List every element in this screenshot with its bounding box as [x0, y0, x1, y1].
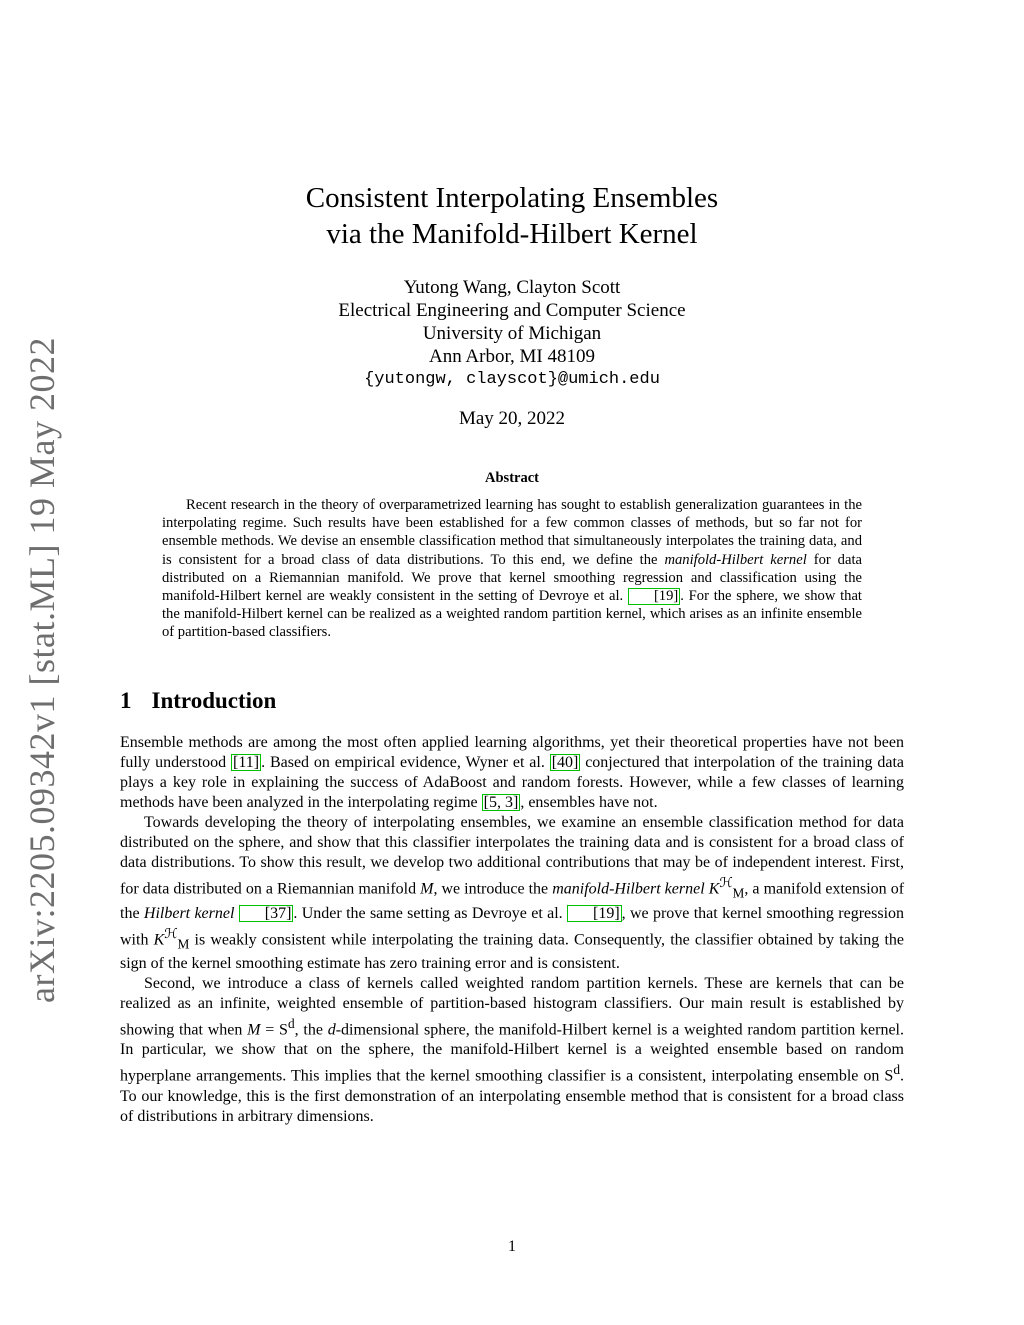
text-run: -dimensional sphere, the manifold-Hilbert kernel is a weighted random partition kernel. In particular, we show that on the sphere, the manifold-Hilbert kernel is a weighted ensemble based on random hyperplane arrangements. This implies that the kernel smoothing classifier is a consistent, interpolating ensemble on	[120, 1021, 905, 1085]
author-university: University of Michigan	[422, 323, 602, 344]
text-run: . Under the same setting as Devroye et al.	[293, 904, 567, 922]
math-equals: =	[260, 1021, 280, 1039]
author-names: Yutong Wang, Clayton Scott	[403, 277, 621, 298]
title-line-2: via the Manifold-Hilbert Kernel	[326, 218, 698, 250]
math-kernel-symbol: K	[153, 930, 165, 948]
text-run: is weakly consistent while interpolating the training data. Consequently, the classifier obtained by taking the sign of the kernel smoothing estimate has zero training error and is consistent.	[120, 930, 904, 973]
section-heading-introduction	[120, 688, 276, 714]
text-run: Towards developing the theory of interpolating ensembles, we examine an ensemble classification method for data distributed on the sphere, and show that this classifier interpolates the training data and is consistent for a broad class of data distributions. To show this result, we develop two additional contributions that may be of independent interest. First, for data distributed on a Riemannian manifold	[120, 814, 904, 898]
section-number: 1	[120, 688, 132, 713]
citation-link[interactable]: [5, 3]	[483, 794, 519, 811]
introduction-body	[120, 733, 904, 1127]
emphasized-term: manifold-Hilbert kernel	[552, 880, 705, 898]
arxiv-identifier-stamp	[18, 337, 66, 1003]
author-department: Electrical Engineering and Computer Science	[338, 300, 686, 321]
text-run: . Based on empirical evidence, Wyner et al.	[261, 754, 550, 771]
section-title: Introduction	[151, 688, 277, 713]
citation-link[interactable]: [40]	[551, 754, 579, 771]
text-run: , we prove that kernel smoothing regression with	[120, 904, 905, 948]
paper-date: May 20, 2022	[458, 408, 566, 429]
math-symbol: M	[247, 1021, 261, 1039]
arxiv-identifier-text: arXiv:2205.09342v1 [stat.ML] 19 May 2022	[22, 337, 62, 1003]
paragraph	[120, 813, 904, 974]
text-run: Ensemble methods are among the most often applied learning algorithms, yet their theoretical properties have not been fully understood	[120, 734, 904, 771]
author-address: Ann Arbor, MI 48109	[428, 346, 595, 367]
author-email: {yutongw, clayscot}@umich.edu	[364, 370, 660, 389]
text-run: , we introduce the	[433, 880, 553, 898]
text-run: Second, we introduce a class of kernels called weighted random partition kernels. These are kernels that can be realized as an infinite, weighted ensemble of partition-based histogram classifiers. Our main result is established by showing that when	[120, 975, 904, 1039]
text-run: . To our knowledge, this is the first demonstration of an interpolating ensemble method that is consistent for a broad class of distributions in arbitrary dimensions.	[120, 1067, 904, 1125]
citation-link[interactable]: [11]	[233, 754, 260, 771]
abstract-text	[162, 496, 862, 642]
math-sphere-symbol: S	[279, 1021, 288, 1039]
abstract-sentence-3: . For the sphere, we show that the manifold-Hilbert kernel can be realized as a weighted random partition kernel, which arises as an infinite ensemble of partition-based classifiers.	[162, 588, 862, 641]
math-kernel-symbol: K	[708, 880, 720, 898]
math-subscript: M	[177, 936, 190, 952]
text-run: , ensembles have not.	[520, 794, 658, 811]
text-run: , the	[294, 1021, 328, 1039]
text-run: , a manifold extension of the	[120, 880, 905, 922]
math-symbol: d	[327, 1021, 336, 1039]
citation-link[interactable]: [37]	[239, 905, 294, 922]
text-run: conjectured that interpolation of the training data plays a key role in explaining the success of AdaBoost and random forests. However, while a few classes of learning methods have been analyzed in the interpolating regime	[120, 754, 904, 811]
paragraph	[120, 974, 904, 1127]
abstract-heading: Abstract	[485, 470, 539, 486]
math-superscript: ℋ	[719, 875, 733, 890]
math-subscript: M	[732, 885, 745, 901]
citation-link[interactable]: [19]	[567, 905, 622, 922]
author-block	[0, 276, 1024, 391]
math-superscript: d	[287, 1016, 295, 1032]
citation-link[interactable]: [19]	[628, 588, 680, 605]
math-sphere-symbol: S	[884, 1067, 894, 1085]
math-symbol: M	[420, 880, 434, 898]
math-superscript: ℋ	[164, 925, 178, 941]
emphasized-term: Hilbert kernel	[143, 904, 235, 922]
abstract-term-manifold-hilbert-kernel: manifold-Hilbert kernel	[664, 551, 807, 568]
paper-title	[0, 180, 1024, 252]
abstract-sentence-1: Recent research in the theory of overparametrized learning has sought to establish generalization guarantees in the interpolating regime. Such results have been established for a few common classes of methods, but so far not for ensemble methods. We devise an ensemble classification method that simultaneously interpolates the training data, and is consistent for a broad class of data distributions. To this end, we define the	[162, 497, 862, 568]
abstract-sentence-2: for data distributed on a Riemannian manifold. We prove that kernel smoothing regression and classification using the manifold-Hilbert kernel are weakly consistent in the setting of Devroye et al.	[162, 551, 862, 605]
math-superscript: d	[893, 1062, 900, 1078]
title-line-1: Consistent Interpolating Ensembles	[305, 182, 719, 214]
paragraph	[120, 733, 904, 813]
page-number: 1	[508, 1238, 516, 1255]
